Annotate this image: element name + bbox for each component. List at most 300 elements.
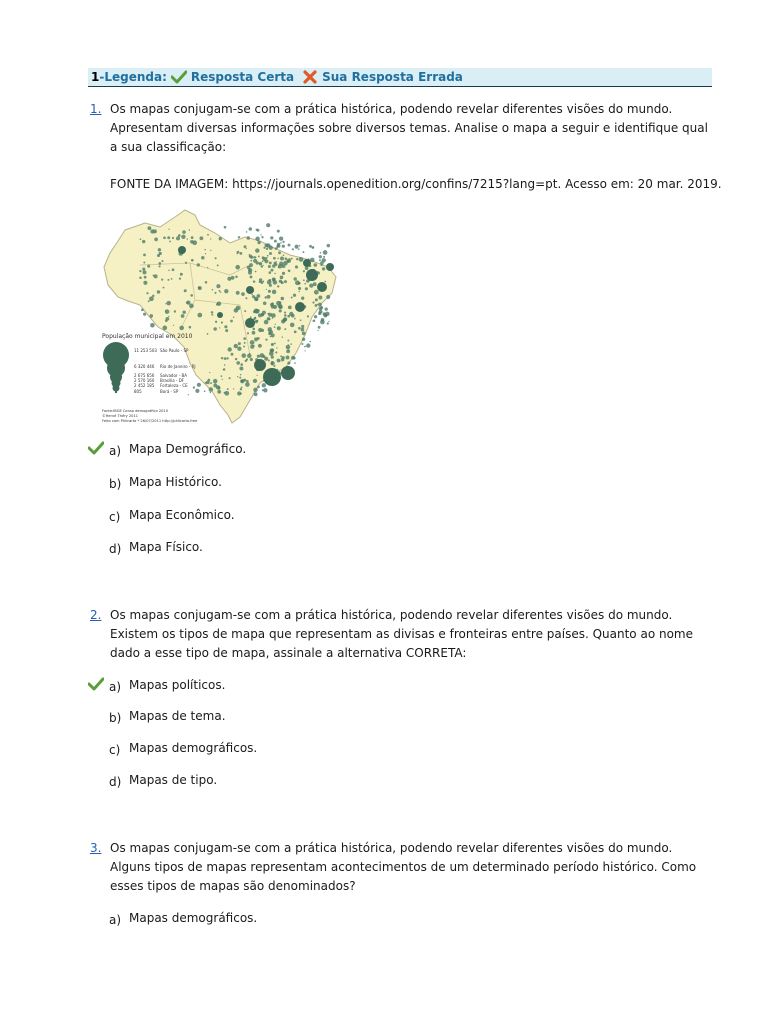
- question-3: [90, 839, 715, 896]
- map-dot: [318, 303, 322, 307]
- map-dot: [259, 262, 263, 266]
- map-dot: [172, 268, 175, 271]
- map-dot: [153, 275, 155, 277]
- map-dot: [268, 265, 271, 268]
- map-dot: [295, 265, 298, 268]
- map-dot: [249, 254, 250, 255]
- option-label: Mapas de tema.: [129, 709, 226, 723]
- map-dot: [237, 347, 241, 351]
- map-dot: [154, 238, 158, 242]
- option-letter: a): [109, 444, 122, 458]
- map-dot: [197, 383, 201, 387]
- map-dot: [273, 257, 276, 260]
- map-dot: [270, 336, 272, 338]
- map-dot: [286, 349, 290, 353]
- map-dot: [306, 343, 310, 347]
- map-dot: [327, 244, 330, 247]
- map-dot: [322, 267, 325, 270]
- question-1: [90, 100, 715, 157]
- map-dot: [327, 322, 329, 324]
- map-dot: [319, 259, 321, 261]
- map-dot: [182, 310, 185, 313]
- map-dot: [275, 324, 276, 325]
- map-dot: [274, 326, 276, 328]
- map-city-dot: [303, 259, 311, 267]
- map-dot: [280, 355, 282, 357]
- q2-option-b[interactable]: [88, 707, 488, 725]
- map-dot: [250, 260, 252, 262]
- map-dot: [240, 379, 244, 383]
- map-dot: [198, 286, 202, 290]
- map-dot: [315, 298, 318, 301]
- map-dot: [239, 377, 241, 379]
- map-dot: [282, 272, 285, 275]
- map-dot: [241, 353, 246, 358]
- map-dot: [269, 271, 272, 274]
- map-dot: [275, 351, 277, 353]
- map-dot: [251, 294, 252, 295]
- map-dot: [241, 292, 245, 296]
- map-dot: [254, 317, 256, 319]
- map-dot: [252, 295, 255, 298]
- map-dot: [231, 353, 234, 356]
- map-dot: [274, 273, 275, 274]
- map-dot: [253, 280, 255, 282]
- map-dot: [180, 273, 183, 276]
- map-dot: [323, 256, 325, 258]
- map-dot: [166, 317, 170, 321]
- q3-option-a[interactable]: [88, 909, 488, 927]
- map-legend-city: Fortaleza - CE: [160, 383, 188, 388]
- map-dot: [284, 314, 287, 317]
- map-city-dot: [295, 302, 305, 312]
- map-dot: [264, 320, 269, 325]
- map-dot: [270, 236, 273, 239]
- map-dot: [325, 314, 327, 316]
- map-dot: [234, 344, 238, 348]
- map-dot: [313, 247, 314, 248]
- map-dot: [221, 322, 223, 324]
- map-dot: [240, 388, 242, 390]
- question-2: [90, 606, 715, 663]
- option-letter: b): [109, 711, 122, 725]
- map-dot: [302, 332, 306, 336]
- map-dot: [291, 314, 295, 318]
- legend-correct-label: Resposta Certa: [190, 69, 295, 84]
- map-dot: [257, 355, 260, 358]
- map-dot: [209, 372, 210, 373]
- map-legend-value: 805: [134, 389, 142, 394]
- map-dot: [151, 317, 152, 318]
- map-dot: [293, 294, 296, 297]
- map-dot: [216, 303, 219, 306]
- map-legend-value: 6 320 446: [134, 364, 155, 369]
- map-dot: [140, 238, 142, 240]
- question-number[interactable]: 1.: [90, 102, 102, 116]
- map-dot: [233, 388, 234, 389]
- map-dot: [256, 229, 258, 231]
- map-dot: [272, 264, 276, 268]
- map-dot: [318, 296, 322, 300]
- question-text: Os mapas conjugam-se com a prática histórica, podendo revelar diferentes visões do mundo. Apresentam diversas informações sobre diversos temas. Analise o mapa a seguir e identifique qual a sua classificação:: [110, 102, 708, 154]
- map-dot: [304, 283, 306, 285]
- map-dot: [166, 301, 171, 306]
- question-number[interactable]: 3.: [90, 841, 102, 855]
- map-dot: [215, 257, 217, 259]
- map-dot: [267, 313, 269, 315]
- option-letter: c): [109, 510, 121, 524]
- map-dot: [244, 310, 246, 312]
- q2-option-a[interactable]: [88, 676, 488, 694]
- map-legend-title: População municipal em 2010: [102, 333, 193, 340]
- map-dot: [157, 290, 160, 293]
- map-dot: [165, 303, 166, 304]
- map-dot: [195, 389, 199, 393]
- map-dot: [272, 318, 273, 319]
- map-dot: [148, 300, 150, 302]
- map-dot: [267, 255, 269, 257]
- map-dot: [190, 240, 194, 244]
- option-letter: d): [109, 775, 122, 789]
- map-dot: [317, 330, 318, 331]
- map-dot: [277, 285, 279, 287]
- option-label: Mapa Físico.: [129, 540, 203, 554]
- map-dot: [266, 223, 270, 227]
- map-dot: [273, 280, 278, 285]
- map-dot: [150, 323, 155, 328]
- map-dot: [173, 325, 174, 326]
- map-dot: [212, 289, 214, 291]
- map-dot: [323, 250, 328, 255]
- map-dot: [271, 343, 274, 346]
- map-dot: [142, 270, 146, 274]
- map-dot: [296, 258, 298, 260]
- map-dot: [250, 345, 254, 349]
- map-dot: [277, 243, 280, 246]
- map-dot: [206, 381, 210, 385]
- map-dot: [279, 280, 282, 283]
- map-dot: [210, 392, 211, 393]
- q1-option-c[interactable]: [88, 506, 488, 524]
- map-dot: [313, 282, 317, 286]
- map-dot: [299, 257, 304, 262]
- option-label: Mapas demográficos.: [129, 911, 258, 925]
- option-letter: a): [109, 913, 122, 927]
- q1-option-b[interactable]: [88, 473, 488, 491]
- map-legend-city: Rio de Janeiro - RJ: [160, 364, 196, 369]
- option-label: Mapas demográficos.: [129, 741, 258, 755]
- q1-option-d[interactable]: [88, 538, 488, 556]
- map-dot: [294, 318, 296, 320]
- question-number[interactable]: 2.: [90, 608, 102, 622]
- map-dot: [294, 277, 297, 280]
- map-dot: [288, 269, 291, 272]
- map-dot: [248, 271, 252, 275]
- map-city-dot: [263, 368, 281, 386]
- map-dot: [158, 262, 161, 265]
- map-dot: [210, 382, 212, 384]
- map-dot: [269, 252, 272, 255]
- map-city-dot: [281, 366, 295, 380]
- map-dot: [167, 236, 170, 239]
- map-dot: [182, 230, 186, 234]
- map-dot: [178, 234, 181, 237]
- map-dot: [226, 392, 227, 393]
- map-legend-city: Brasília - DF: [160, 378, 185, 383]
- map-dot: [253, 388, 258, 393]
- map-dot: [279, 236, 283, 240]
- map-dot: [207, 333, 209, 335]
- map-dot: [258, 328, 262, 332]
- map-dot: [246, 380, 249, 383]
- map-dot: [246, 231, 248, 233]
- map-dot: [272, 290, 277, 295]
- map-dot: [287, 340, 289, 342]
- map-credit: Feito com Philcarto * 26/07/2011 http://philcarto.free: [102, 419, 198, 423]
- map-dot: [159, 265, 161, 267]
- map-dot: [319, 255, 322, 258]
- map-credit: ©Hervé Théry 2011: [102, 414, 139, 418]
- map-dot: [302, 251, 304, 253]
- map-dot: [262, 389, 264, 391]
- map-dot: [190, 294, 193, 297]
- map-dot: [281, 297, 285, 301]
- map-dot: [276, 301, 281, 306]
- map-city-dot: [217, 312, 223, 318]
- map-dot: [171, 278, 173, 280]
- map-dot: [162, 326, 167, 331]
- map-dot: [217, 264, 219, 266]
- map-dot: [191, 236, 194, 239]
- map-dot: [324, 281, 326, 283]
- map-dot: [301, 343, 303, 345]
- option-letter: c): [109, 743, 121, 757]
- map-dot: [263, 257, 267, 261]
- map-dot: [277, 258, 279, 260]
- map-dot: [262, 260, 264, 262]
- map-dot: [273, 365, 275, 367]
- map-dot: [274, 240, 277, 243]
- map-dot: [269, 284, 272, 287]
- map-dot: [313, 319, 316, 322]
- map-dot: [274, 342, 276, 344]
- map-dot: [309, 245, 312, 248]
- map-dot: [211, 311, 214, 314]
- map-dot: [168, 316, 169, 317]
- map-dot: [227, 388, 229, 390]
- map-dot: [279, 360, 281, 362]
- map-dot: [312, 301, 314, 303]
- map-dot: [258, 344, 262, 348]
- map-dot: [215, 321, 217, 323]
- map-dot: [239, 366, 243, 370]
- map-dot: [209, 387, 213, 391]
- map-dot: [315, 304, 318, 307]
- map-dot: [269, 246, 273, 250]
- map-dot: [288, 306, 292, 310]
- map-dot: [185, 262, 187, 264]
- map-dot: [298, 291, 299, 292]
- map-dot: [303, 270, 305, 272]
- map-dot: [325, 307, 328, 310]
- map-dot: [253, 256, 255, 258]
- map-dot: [328, 321, 329, 322]
- legend-dash: -: [99, 69, 105, 84]
- map-dot: [235, 275, 238, 278]
- map-credit: Fonte:IBGE Censo demográfico 2010: [102, 409, 168, 413]
- image-source: FONTE DA IMAGEM: https://journals.openedition.org/confins/7215?lang=pt. Acesso em: 20 mar. 2019.: [110, 177, 722, 191]
- map-dot: [283, 319, 286, 322]
- map-dot: [236, 361, 240, 365]
- map-city-dot: [306, 269, 318, 281]
- q1-option-a[interactable]: [88, 440, 488, 458]
- map-dot: [235, 265, 240, 270]
- map-dot: [269, 261, 272, 264]
- map-dot: [291, 297, 293, 299]
- map-dot: [314, 290, 319, 295]
- map-dot: [263, 247, 265, 249]
- map-dot: [245, 297, 247, 299]
- map-dot: [288, 244, 291, 247]
- map-dot: [142, 268, 145, 271]
- map-city-dot: [254, 359, 266, 371]
- map-dot: [273, 305, 277, 309]
- map-dot: [278, 251, 281, 254]
- map-dot: [224, 289, 228, 293]
- map-dot: [214, 292, 216, 294]
- question-text: Os mapas conjugam-se com a prática histórica, podendo revelar diferentes visões do mundo. Alguns tipos de mapas representam acontecimentos de um determinado período histórico. Como esses tipos de mapas são denominados?: [110, 841, 697, 893]
- map-dot: [168, 228, 169, 229]
- map-dot: [143, 262, 145, 264]
- map-city-dot: [178, 246, 186, 254]
- map-dot: [243, 346, 245, 348]
- map-dot: [280, 242, 282, 244]
- map-dot: [236, 306, 241, 311]
- map-dot: [255, 271, 257, 273]
- map-dot: [153, 229, 157, 233]
- map-dot: [268, 279, 271, 282]
- map-dot: [320, 264, 322, 266]
- map-dot: [223, 368, 225, 370]
- map-dot: [197, 313, 202, 318]
- map-dot: [319, 307, 322, 310]
- map-dot: [301, 328, 305, 332]
- map-dot: [176, 236, 180, 240]
- map-dot: [247, 266, 251, 270]
- map-dot: [168, 270, 169, 271]
- map-dot: [282, 245, 285, 248]
- map-dot: [291, 258, 293, 260]
- map-legend-value: 2 675 656: [134, 373, 155, 378]
- map-dot: [250, 340, 255, 345]
- map-dot: [141, 309, 144, 312]
- map-dot: [291, 356, 295, 360]
- map-dot: [290, 343, 292, 345]
- check-icon: [88, 677, 104, 691]
- map-dot: [219, 327, 220, 328]
- map-dot: [301, 325, 304, 328]
- map-dot: [210, 250, 211, 251]
- map-dot: [184, 289, 187, 292]
- map-dot: [246, 358, 248, 360]
- map-dot: [149, 296, 154, 301]
- map-dot: [263, 265, 264, 266]
- map-legend-city: Salvador - BA: [160, 373, 188, 378]
- map-dot: [188, 394, 189, 395]
- map-dot: [303, 279, 305, 281]
- map-dot: [163, 236, 166, 239]
- map-dot: [158, 248, 161, 251]
- option-label: Mapa Econômico.: [129, 508, 235, 522]
- map-dot: [191, 259, 194, 262]
- map-dot: [237, 251, 240, 254]
- option-label: Mapas de tipo.: [129, 773, 218, 787]
- map-dot: [147, 265, 150, 268]
- map-dot: [268, 330, 270, 332]
- map-dot: [277, 230, 280, 233]
- map-dot: [265, 296, 267, 298]
- map-city-dot: [326, 263, 334, 271]
- option-label: Mapa Demográfico.: [129, 442, 247, 456]
- map-dot: [213, 384, 217, 388]
- map-dot: [235, 358, 237, 360]
- map-dot: [144, 276, 147, 279]
- map-dot: [143, 254, 146, 257]
- map-dot: [295, 280, 300, 285]
- question-text: Os mapas conjugam-se com a prática histórica, podendo revelar diferentes visões do mundo. Existem os tipos de mapa que representam as divisas e fronteiras entre países. Quanto ao nome dado a esse tipo de mapa, assinale a alternativa CORRETA:: [110, 608, 693, 660]
- map-dot: [304, 350, 305, 351]
- option-letter: a): [109, 680, 122, 694]
- map-dot: [284, 280, 287, 283]
- map-dot: [271, 269, 274, 272]
- map-dot: [271, 302, 274, 305]
- map-dot: [244, 245, 247, 248]
- map-dot: [310, 341, 312, 343]
- map-dot: [253, 379, 257, 383]
- map-dot: [305, 287, 308, 290]
- map-dot: [281, 278, 282, 279]
- map-dot: [282, 264, 286, 268]
- map-legend-value: 11 253 503: [134, 348, 157, 353]
- map-dot: [263, 388, 267, 392]
- map-dot: [147, 226, 151, 230]
- map-dot: [258, 255, 260, 257]
- legend-bar: [88, 68, 712, 87]
- map-dot: [236, 291, 240, 295]
- map-dot: [268, 318, 270, 320]
- map-dot: [224, 325, 227, 328]
- map-dot: [298, 327, 301, 330]
- map-dot: [213, 327, 216, 330]
- map-dot: [229, 377, 231, 379]
- map-dot: [239, 252, 242, 255]
- map-dot: [298, 287, 301, 290]
- map-dot: [189, 326, 192, 329]
- legend-wrong-label: Sua Resposta Errada: [322, 69, 463, 84]
- map-dot: [276, 347, 277, 348]
- map-dot: [301, 297, 304, 300]
- map-dot: [205, 281, 208, 284]
- map-dot: [226, 357, 228, 359]
- q2-option-c[interactable]: [88, 739, 488, 757]
- map-dot: [245, 382, 250, 387]
- map-dot: [320, 252, 322, 254]
- map-dot: [210, 238, 211, 239]
- map-dot: [207, 267, 208, 268]
- map-dot: [286, 345, 291, 350]
- map-dot: [222, 379, 223, 380]
- q2-option-d[interactable]: [88, 771, 488, 789]
